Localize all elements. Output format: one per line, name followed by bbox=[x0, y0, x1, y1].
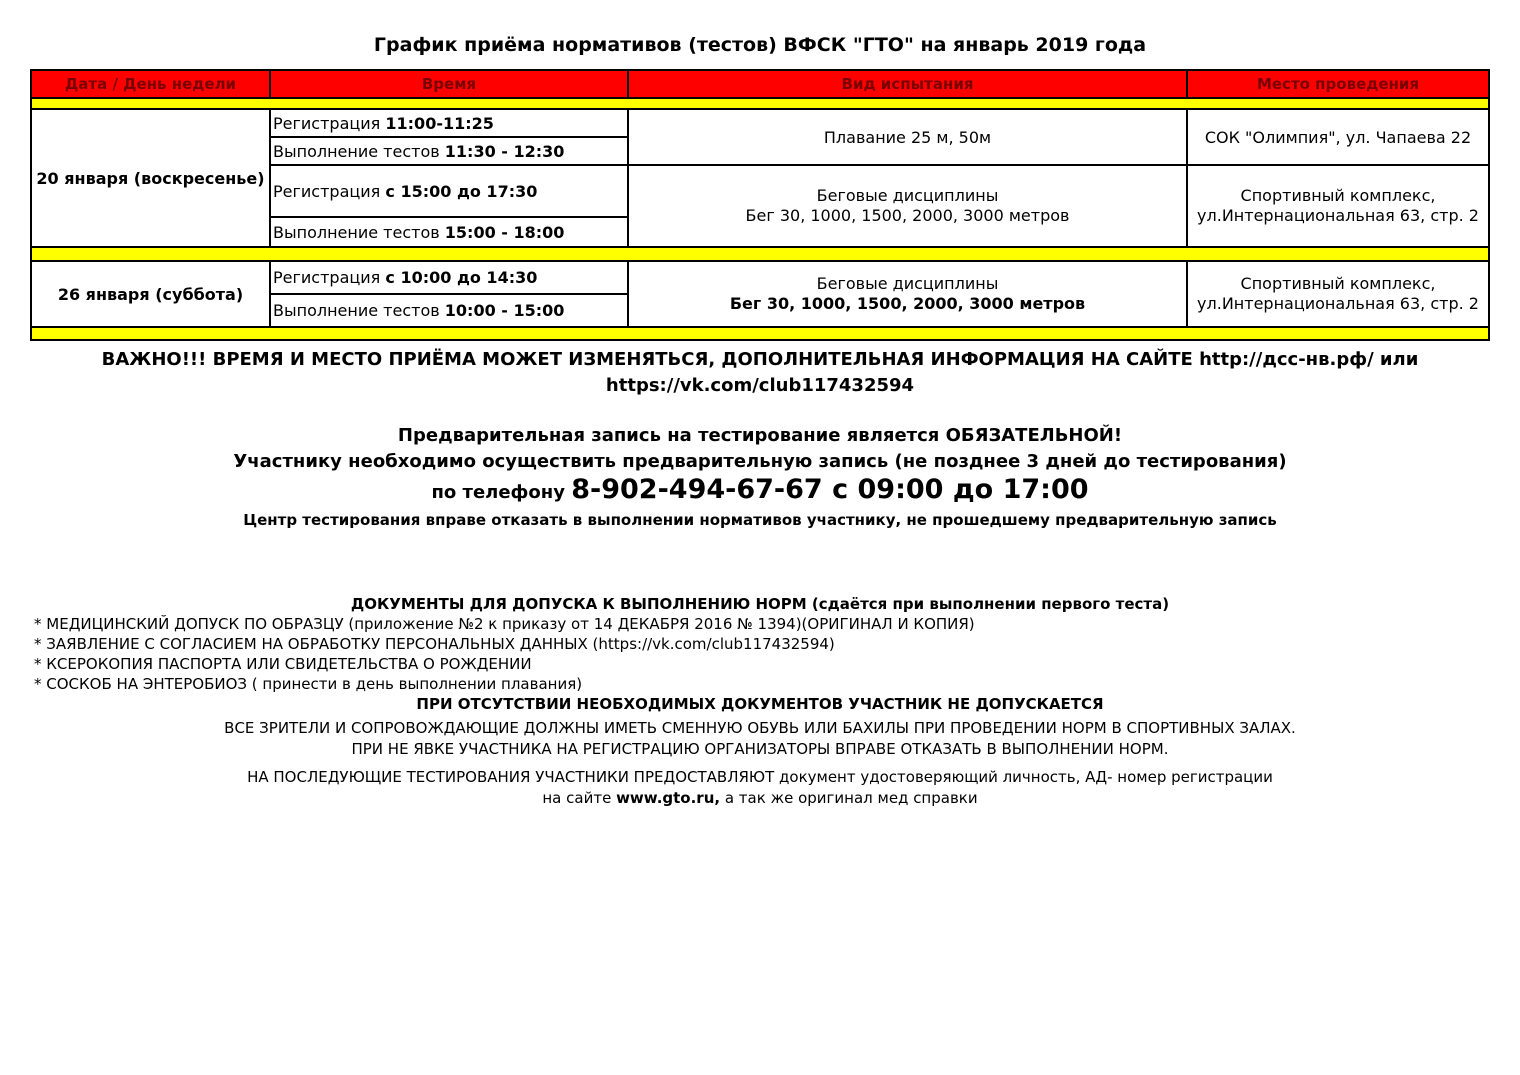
next-tests-note bbox=[0, 767, 1520, 809]
header-time: Время bbox=[271, 71, 629, 99]
testing-label: Выполнение тестов bbox=[273, 301, 440, 320]
activity-line2: Бег 30, 1000, 1500, 2000, 3000 метров bbox=[745, 206, 1070, 225]
day2-place bbox=[1188, 262, 1488, 328]
header-activity: Вид испытания bbox=[629, 71, 1188, 99]
important-line1: ВАЖНО!!! ВРЕМЯ И МЕСТО ПРИЁМА МОЖЕТ ИЗМЕНЯТЬСЯ, ДОПОЛНИТЕЛЬНАЯ ИНФОРМАЦИЯ НА САЙТЕ http://дсс-нв.рф/ или bbox=[101, 349, 1419, 370]
doc-item: * МЕДИЦИНСКИЙ ДОПУСК ПО ОБРАЗЦУ (приложение №2 к приказу от 14 ДЕКАБРЯ 2016 № 1394)(ОРИГИНАЛ И КОПИЯ) bbox=[34, 615, 975, 633]
important-notice bbox=[0, 347, 1520, 399]
testing-label: Выполнение тестов bbox=[273, 141, 440, 161]
registration-label: Регистрация bbox=[273, 268, 381, 287]
gto-site-link[interactable]: www.gto.ru, bbox=[616, 789, 721, 807]
testing-time: 10:00 - 15:00 bbox=[444, 301, 565, 320]
activity-line1: Беговые дисциплины bbox=[816, 274, 999, 293]
next-line1: НА ПОСЛЕДУЮЩИЕ ТЕСТИРОВАНИЯ УЧАСТНИКИ ПРЕДОСТАВЛЯЮТ документ удостоверяющий личность, АД- номер регистрации bbox=[247, 768, 1273, 786]
doc-item: * ЗАЯВЛЕНИЕ С СОГЛАСИЕМ НА ОБРАБОТКУ ПЕРСОНАЛЬНЫХ ДАННЫХ (https://vk.com/club117432594) bbox=[34, 635, 835, 653]
place-line2: ул.Интернациональная 63, стр. 2 bbox=[1197, 294, 1479, 313]
place-line1: Спортивный комплекс, bbox=[1240, 274, 1436, 293]
day1-s2-activity bbox=[629, 166, 1188, 248]
registration-time: с 15:00 до 17:30 bbox=[385, 181, 538, 201]
place-line1: Спортивный комплекс, bbox=[1240, 186, 1436, 205]
testing-label: Выполнение тестов bbox=[273, 222, 440, 242]
schedule-table bbox=[30, 69, 1490, 341]
registration-time: с 10:00 до 14:30 bbox=[385, 268, 538, 287]
day1-s1-place: СОК "Олимпия", ул. Чапаева 22 bbox=[1188, 110, 1488, 166]
day1-s1-testing bbox=[271, 138, 629, 166]
page-title: График приёма нормативов (тестов) ВФСК "ГТО" на январь 2019 года bbox=[373, 34, 1147, 56]
next-line2-prefix: на сайте bbox=[542, 789, 617, 807]
day1-s2-registration bbox=[271, 166, 629, 218]
header-place: Место проведения bbox=[1188, 71, 1488, 99]
next-line2 bbox=[0, 788, 1520, 809]
place-line2: ул.Интернациональная 63, стр. 2 bbox=[1197, 206, 1479, 225]
doc-item: * КСЕРОКОПИЯ ПАСПОРТА ИЛИ СВИДЕТЕЛЬСТВА О РОЖДЕНИИ bbox=[34, 655, 532, 673]
header-date: Дата / День недели bbox=[32, 71, 271, 99]
day1-s1-activity: Плавание 25 м, 50м bbox=[629, 110, 1188, 166]
doc-item: * СОСКОБ НА ЭНТЕРОБИОЗ ( принести в день выполнении плавания) bbox=[34, 675, 583, 693]
day2-registration bbox=[271, 262, 629, 295]
day1-s2-place bbox=[1188, 166, 1488, 248]
day2-testing bbox=[271, 295, 629, 328]
activity-line2: Бег 30, 1000, 1500, 2000, 3000 метров bbox=[729, 294, 1086, 313]
day1-s1-registration bbox=[271, 110, 629, 138]
day1-date: 20 января (воскресенье) bbox=[32, 110, 271, 248]
registration-label: Регистрация bbox=[273, 181, 381, 201]
day2-date: 26 января (суббота) bbox=[32, 262, 271, 328]
day1-s2-testing bbox=[271, 218, 629, 248]
separator-band bbox=[32, 328, 1488, 339]
registration-label: Регистрация bbox=[273, 113, 381, 133]
activity-line1: Беговые дисциплины bbox=[816, 186, 999, 205]
no-show-note: ПРИ НЕ ЯВКЕ УЧАСТНИКА НА РЕГИСТРАЦИЮ ОРГАНИЗАТОРЫ ВПРАВЕ ОТКАЗАТЬ В ВЫПОЛНЕНИИ НОРМ. bbox=[351, 740, 1169, 758]
docs-title: ДОКУМЕНТЫ ДЛЯ ДОПУСКА К ВЫПОЛНЕНИЮ НОРМ (сдаётся при выполнении первого теста) bbox=[350, 595, 1170, 613]
separator-band bbox=[32, 248, 1488, 262]
testing-time: 11:30 - 12:30 bbox=[444, 141, 565, 161]
phone-line bbox=[0, 472, 1520, 511]
prereg-line1: Предварительная запись на тестирование является ОБЯЗАТЕЛЬНОЙ! bbox=[397, 425, 1123, 446]
phone-prefix: по телефону bbox=[431, 482, 572, 503]
shoes-note: ВСЕ ЗРИТЕЛИ И СОПРОВОЖДАЮЩИЕ ДОЛЖНЫ ИМЕТЬ СМЕННУЮ ОБУВЬ ИЛИ БАХИЛЫ ПРИ ПРОВЕДЕНИИ НОРМ В СПОРТИВНЫХ ЗАЛАХ. bbox=[224, 719, 1296, 737]
registration-time: 11:00-11:25 bbox=[385, 113, 494, 133]
phone-number: 8-902-494-67-67 с 09:00 до 17:00 bbox=[571, 474, 1089, 505]
docs-list bbox=[34, 614, 975, 694]
testing-time: 15:00 - 18:00 bbox=[444, 222, 565, 242]
docs-warning: ПРИ ОТСУТСТВИИ НЕОБХОДИМЫХ ДОКУМЕНТОВ УЧАСТНИК НЕ ДОПУСКАЕТСЯ bbox=[416, 695, 1104, 713]
refuse-note: Центр тестирования вправе отказать в выполнении нормативов участнику, не прошедшему предварительную запись bbox=[243, 511, 1277, 529]
day2-activity bbox=[629, 262, 1188, 328]
separator-band bbox=[32, 99, 1488, 110]
important-line2: https://vk.com/club117432594 bbox=[605, 375, 915, 396]
next-line2-suffix: а так же оригинал мед справки bbox=[720, 789, 978, 807]
prereg-notice bbox=[0, 423, 1520, 475]
prereg-line2: Участнику необходимо осуществить предварительную запись (не позднее 3 дней до тестирования) bbox=[233, 451, 1287, 472]
